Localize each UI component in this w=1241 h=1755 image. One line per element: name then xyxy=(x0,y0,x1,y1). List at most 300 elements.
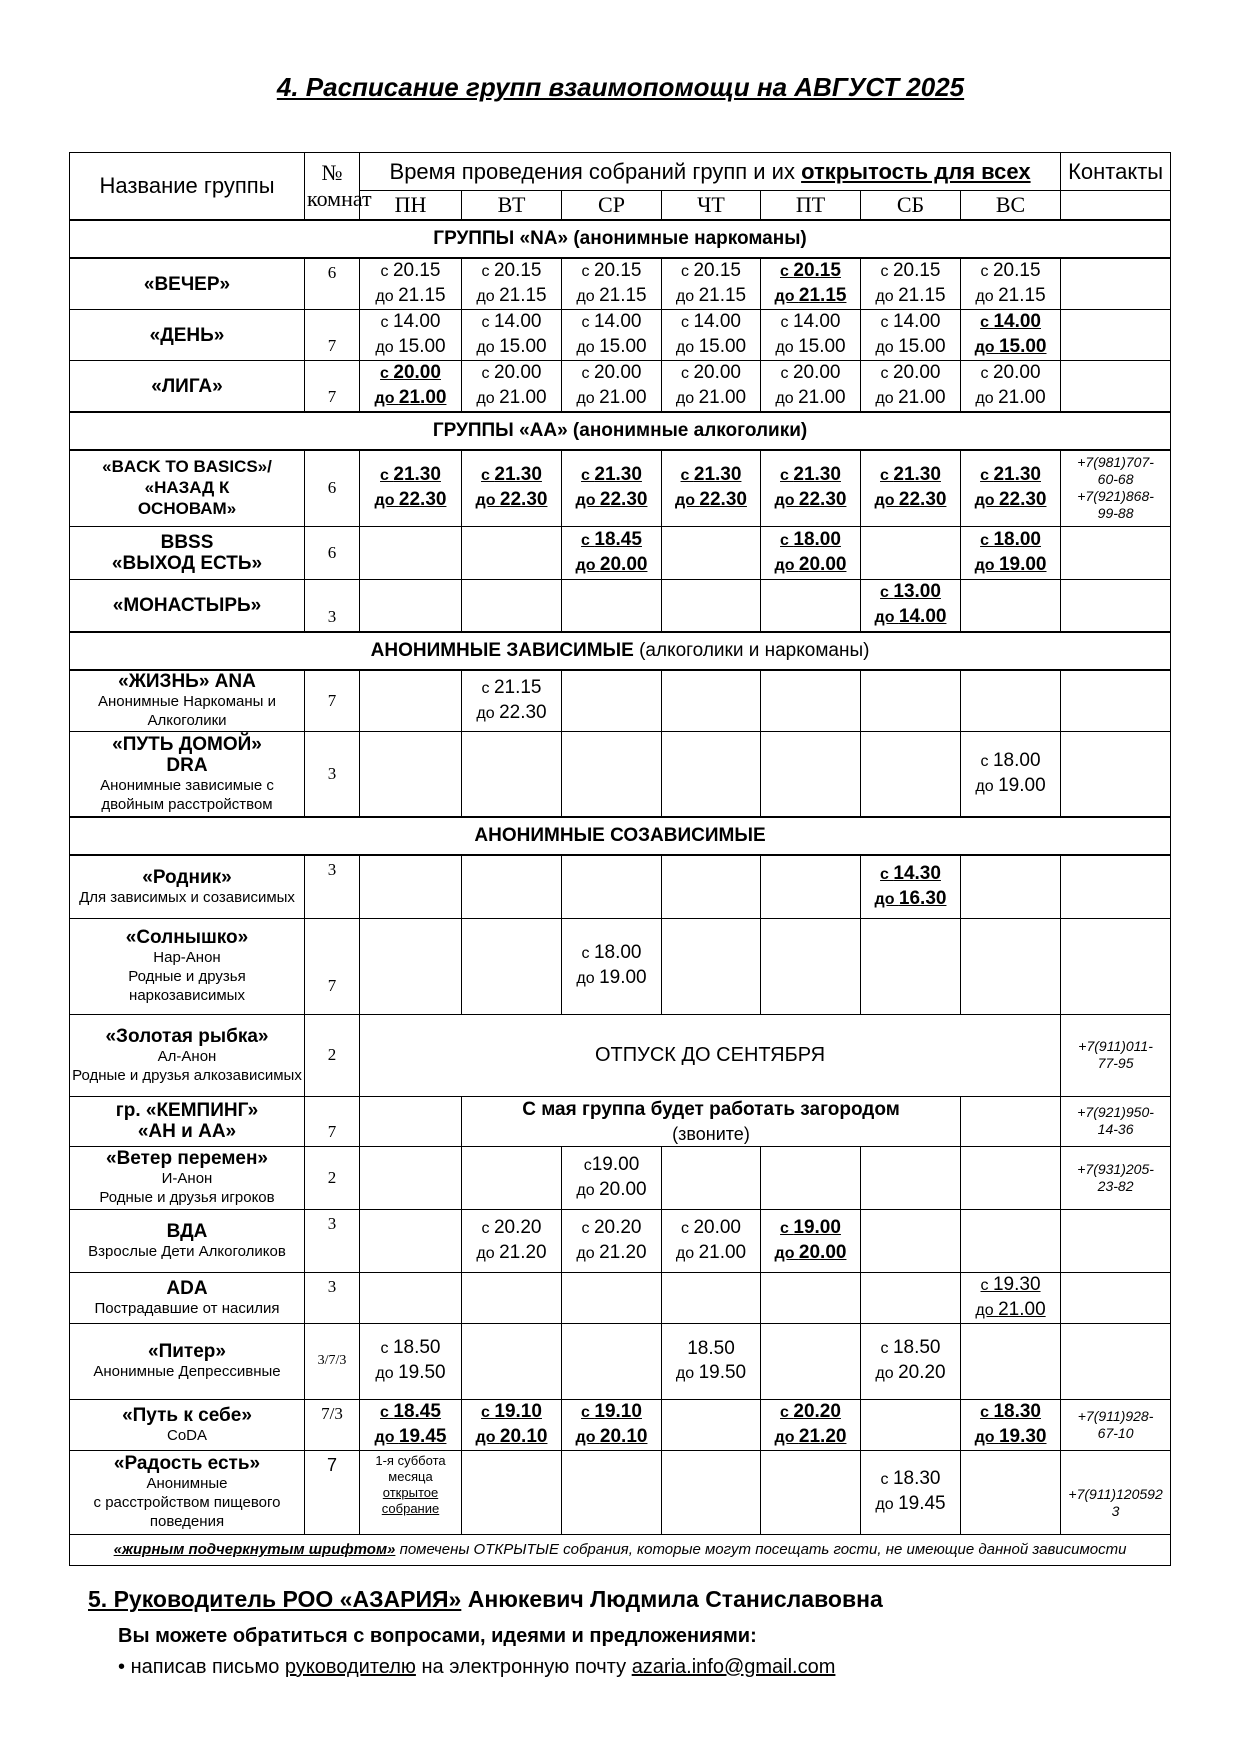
slot-sun xyxy=(961,526,1061,579)
slot-sun xyxy=(961,258,1061,310)
slot-sat xyxy=(861,361,961,413)
contact xyxy=(1061,1272,1171,1323)
table-row xyxy=(70,1399,1171,1450)
room-number: 6 xyxy=(305,450,360,526)
slot-thu xyxy=(662,1323,761,1399)
contact xyxy=(1061,526,1171,579)
slot-end: до 21.00 xyxy=(975,1298,1046,1320)
contact: +7(911)011- 77-95 xyxy=(1061,1014,1171,1096)
slot-tue xyxy=(462,579,562,632)
slot-end: до 21.15 xyxy=(975,285,1046,306)
slot-thu xyxy=(662,731,761,817)
group-name: «ЛИГА» xyxy=(70,361,305,413)
slot-mon xyxy=(360,1272,462,1323)
slot-start: с 14.00 xyxy=(581,311,642,332)
table-row xyxy=(70,526,1171,579)
slot-end: до 22.30 xyxy=(374,489,447,511)
slot-start: с 14.00 xyxy=(780,311,841,332)
slot-start: с 18.00 xyxy=(980,528,1041,550)
contact: +7(911)120592 3 xyxy=(1061,1450,1171,1534)
slot-start: с 21.15 xyxy=(481,676,542,698)
slot-tue xyxy=(462,918,562,1014)
slot-thu xyxy=(662,310,761,361)
slot-sun xyxy=(961,1146,1061,1209)
slot-start: с 14.00 xyxy=(681,311,741,332)
slot-start: с 20.15 xyxy=(380,260,441,281)
slot-tue xyxy=(462,1399,562,1450)
slot-end: до 21.15 xyxy=(576,285,647,306)
slot-start: с 18.50 xyxy=(380,1337,441,1358)
slot-start: с 18.00 xyxy=(980,749,1041,771)
slot-start: с 20.15 xyxy=(681,260,741,281)
section-az: АНОНИМНЫЕ ЗАВИСИМЫЕ (алкоголики и наркоманы) xyxy=(70,632,1171,670)
slot-end: до 14.00 xyxy=(874,606,947,628)
slot-mon xyxy=(360,361,462,413)
slot-end: до 21.00 xyxy=(576,387,647,408)
contact xyxy=(1061,670,1171,731)
slot-start: с 20.20 xyxy=(780,1400,841,1422)
contact: +7(921)950- 14-36 xyxy=(1061,1096,1171,1146)
table-row xyxy=(70,1323,1171,1399)
slot-start: с 19.30 xyxy=(980,1273,1041,1295)
room-number: 3/7/3 xyxy=(305,1323,360,1399)
slot-tue xyxy=(462,855,562,918)
slot-sat xyxy=(861,579,961,632)
room-number: 3 xyxy=(305,1209,360,1272)
slot-start: с 21.30 xyxy=(980,464,1041,486)
slot-end: до 22.30 xyxy=(476,701,547,723)
day-sun: ВС xyxy=(961,191,1061,221)
footer-list-item: • написав письмо руководителю на электронную почту azaria.info@gmail.com xyxy=(118,1656,836,1678)
slot-end: до 19.00 xyxy=(975,774,1046,796)
slot-mon xyxy=(360,1209,462,1272)
slot-start: с 18.00 xyxy=(780,528,841,550)
slot-end: до 19.45 xyxy=(374,1425,447,1447)
slot-sat xyxy=(861,1272,961,1323)
slot-thu xyxy=(662,258,761,310)
slot-wed xyxy=(562,855,662,918)
slot-sat xyxy=(861,1323,961,1399)
slot-wed xyxy=(562,731,662,817)
slot-end: до 22.30 xyxy=(874,489,947,511)
contact: +7(931)205- 23-82 xyxy=(1061,1146,1171,1209)
slot-start: с 20.20 xyxy=(581,1216,642,1238)
slot-fri xyxy=(761,1323,861,1399)
group-name: ADA Пострадавшие от насилия xyxy=(70,1272,305,1323)
slot-end: до 20.00 xyxy=(575,553,648,575)
table-row xyxy=(70,361,1171,413)
table-row xyxy=(70,1209,1171,1272)
slot-wed xyxy=(562,579,662,632)
slot-end: до 16.30 xyxy=(874,887,947,909)
slot-end: до 21.15 xyxy=(476,285,547,306)
room-number: 3 xyxy=(305,1272,360,1323)
slot-fri xyxy=(761,855,861,918)
slot-fri xyxy=(761,526,861,579)
day-contacts-blank xyxy=(1061,191,1171,221)
room-number: 6 xyxy=(305,258,360,310)
slot-thu xyxy=(662,1146,761,1209)
slot-start: с 20.00 xyxy=(380,362,441,383)
slot-start: с 21.30 xyxy=(481,464,542,486)
room-number: 6 xyxy=(305,526,360,579)
slot-end: до 21.00 xyxy=(975,387,1046,408)
header-time-prefix: Время проведения собраний групп и их xyxy=(389,158,795,184)
slot-mon xyxy=(360,579,462,632)
slot-end: до 21.15 xyxy=(774,285,847,306)
slot-end: до 21.20 xyxy=(774,1425,847,1447)
slot-fri xyxy=(761,579,861,632)
slot-wed xyxy=(562,670,662,731)
slot-tue xyxy=(462,670,562,731)
slot-mon xyxy=(360,918,462,1014)
slot-end: до 20.00 xyxy=(774,553,847,575)
slot-start: с 20.00 xyxy=(780,362,841,383)
room-number: 7/3 xyxy=(305,1399,360,1450)
slot-sun xyxy=(961,1096,1061,1146)
bullet-icon: • xyxy=(118,1656,126,1678)
slot-sun xyxy=(961,855,1061,918)
slot-sat xyxy=(861,1399,961,1450)
slot-sun xyxy=(961,670,1061,731)
slot-mon xyxy=(360,450,462,526)
slot-start: с 20.00 xyxy=(681,362,741,383)
slot-start: с 20.15 xyxy=(581,260,642,281)
slot-fri xyxy=(761,258,861,310)
contact xyxy=(1061,855,1171,918)
room-number: 2 xyxy=(305,1014,360,1096)
header-time xyxy=(360,153,1061,191)
contact: +7(981)707- 60-68 +7(921)868- 99-88 xyxy=(1061,450,1171,526)
table-row xyxy=(70,1096,1171,1146)
slot-start: 18.50 xyxy=(687,1337,735,1359)
legend-note: «жирным подчеркнутым шрифтом» помечены ОТКРЫТЫЕ собрания, которые могут посещать гости, не имеющие данной зависимости xyxy=(70,1534,1171,1565)
slot-tue xyxy=(462,1146,562,1209)
table-row xyxy=(70,310,1171,361)
contact xyxy=(1061,731,1171,817)
group-name: «МОНАСТЫРЬ» xyxy=(70,579,305,632)
slot-start: с 18.50 xyxy=(880,1337,941,1358)
email-link[interactable]: azaria.info@gmail.com xyxy=(631,1656,836,1678)
room-number: 7 xyxy=(305,310,360,361)
slot-sat xyxy=(861,258,961,310)
slot-start: с 20.00 xyxy=(880,362,941,383)
slot-sun xyxy=(961,731,1061,817)
slot-sun xyxy=(961,1272,1061,1323)
slot-end: до 22.30 xyxy=(675,489,747,511)
contact: +7(911)928- 67-10 xyxy=(1061,1399,1171,1450)
header-contacts: Контакты xyxy=(1061,153,1171,191)
slot-mon xyxy=(360,731,462,817)
slot-thu xyxy=(662,918,761,1014)
table-row xyxy=(70,1014,1171,1096)
group-name: «Золотая рыбка» Ал-Анон Родные и друзья алкозависимых xyxy=(70,1014,305,1096)
slot-start: с 18.30 xyxy=(880,1468,941,1489)
slot-mon xyxy=(360,1323,462,1399)
schedule-table xyxy=(69,152,1171,1566)
group-name: «BACK TO BASICS»/ «НАЗАД К ОСНОВАМ» xyxy=(70,450,305,526)
slot-fri xyxy=(761,918,861,1014)
slot-thu xyxy=(662,579,761,632)
header-room-line2: комнат xyxy=(307,186,372,211)
group-name: «Питер» Анонимные Депрессивные xyxy=(70,1323,305,1399)
slot-start: с 20.15 xyxy=(980,260,1041,281)
slot-thu xyxy=(662,1272,761,1323)
slot-end: до 21.20 xyxy=(576,1241,647,1263)
slot-start: с 20.00 xyxy=(980,362,1041,383)
day-thu: ЧТ xyxy=(662,191,761,221)
table-row xyxy=(70,670,1171,731)
group-name: «Путь к себе» CoDA xyxy=(70,1399,305,1450)
slot-start: с 19.10 xyxy=(481,1400,542,1422)
slot-thu xyxy=(662,361,761,413)
slot-mon xyxy=(360,670,462,731)
footer-heading: 5. Руководитель РОО «АЗАРИЯ» Анюкевич Людмила Станиславовна xyxy=(88,1586,883,1612)
day-wed: СР xyxy=(562,191,662,221)
footer xyxy=(88,1586,1188,1679)
header-group-name: Название группы xyxy=(70,153,305,221)
section-na: ГРУППЫ «NA» (анонимные наркоманы) xyxy=(70,220,1171,258)
slot-sun xyxy=(961,361,1061,413)
slot-wed xyxy=(562,1323,662,1399)
slot-end: до 15.00 xyxy=(375,336,446,357)
contact xyxy=(1061,918,1171,1014)
slot-tue xyxy=(462,258,562,310)
slot-start: с 14.00 xyxy=(880,311,941,332)
slot-tue xyxy=(462,1450,562,1534)
section-aa: ГРУППЫ «АА» (анонимные алкоголики) xyxy=(70,412,1171,450)
slot-start: с 19.00 xyxy=(780,1216,841,1238)
slot-wed xyxy=(562,526,662,579)
day-tue: ВТ xyxy=(462,191,562,221)
slot-tue xyxy=(462,1209,562,1272)
slot-tue xyxy=(462,1323,562,1399)
slot-sat xyxy=(861,450,961,526)
slot-end: до 21.00 xyxy=(775,387,846,408)
contact xyxy=(1061,310,1171,361)
slot-end: до 22.30 xyxy=(575,489,648,511)
slot-tue xyxy=(462,361,562,413)
slot-start: с 18.45 xyxy=(380,1400,441,1422)
slot-end: до 21.00 xyxy=(476,387,547,408)
room-number: 2 xyxy=(305,1146,360,1209)
slot-start: с 18.30 xyxy=(980,1400,1041,1422)
slot-start: с 14.00 xyxy=(380,311,441,332)
group-name: гр. «КЕМПИНГ» «АН и АА» xyxy=(70,1096,305,1146)
slot-start: с 20.00 xyxy=(681,1216,741,1238)
slot-wed xyxy=(562,1146,662,1209)
slot-fri xyxy=(761,670,861,731)
table-row xyxy=(70,579,1171,632)
table-row xyxy=(70,855,1171,918)
slot-start: с 19.10 xyxy=(581,1400,642,1422)
slot-thu xyxy=(662,670,761,731)
group-name: «ДЕНЬ» xyxy=(70,310,305,361)
group-name: «Солнышко» Нар-Анон Родные и друзья наркозависимых xyxy=(70,918,305,1014)
table-row xyxy=(70,1146,1171,1209)
slot-end: до 15.00 xyxy=(576,336,647,357)
room-number: 7 xyxy=(305,1096,360,1146)
slot-end: до 22.30 xyxy=(974,489,1047,511)
page-title: 4. Расписание групп взаимопомощи на АВГУСТ 2025 xyxy=(276,72,965,102)
slot-tue xyxy=(462,526,562,579)
slot-end: до 21.00 xyxy=(675,1241,747,1263)
slot-tue xyxy=(462,310,562,361)
slot-tue xyxy=(462,450,562,526)
slot-mon xyxy=(360,526,462,579)
slot-end: до 19.50 xyxy=(375,1362,446,1383)
slot-sat xyxy=(861,526,961,579)
slot-end: до 21.00 xyxy=(675,387,747,408)
slot-sun xyxy=(961,579,1061,632)
slot-end: до 19.45 xyxy=(875,1493,946,1514)
slot-tue xyxy=(462,731,562,817)
slot-wed xyxy=(562,310,662,361)
slot-end: до 19.00 xyxy=(576,967,647,988)
slot-sat xyxy=(861,731,961,817)
slot-fri xyxy=(761,731,861,817)
day-sat: СБ xyxy=(861,191,961,221)
slot-thu xyxy=(662,855,761,918)
slot-start: с 20.15 xyxy=(880,260,941,281)
slot-start: с 18.45 xyxy=(581,528,642,550)
group-name: «Радость есть» Анонимные с расстройством пищевого поведения xyxy=(70,1450,305,1534)
slot-wed xyxy=(562,918,662,1014)
slot-sun xyxy=(961,918,1061,1014)
slot-end: до 15.00 xyxy=(974,336,1047,357)
slot-start: с 14.00 xyxy=(980,311,1041,332)
slot-wed xyxy=(562,1272,662,1323)
footer-subheading: Вы можете обратиться с вопросами, идеями и предложениями: xyxy=(118,1625,757,1647)
slot-sat xyxy=(861,855,961,918)
slot-sat xyxy=(861,1450,961,1534)
table-row xyxy=(70,1272,1171,1323)
room-number: 7 xyxy=(305,918,360,1014)
group-name: ВДА Взрослые Дети Алкоголиков xyxy=(70,1209,305,1272)
slot-sat xyxy=(861,670,961,731)
contact xyxy=(1061,1323,1171,1399)
vacation-notice: ОТПУСК ДО СЕНТЯБРЯ xyxy=(360,1014,1061,1096)
slot-fri xyxy=(761,1399,861,1450)
slot-wed xyxy=(562,258,662,310)
slot-mon xyxy=(360,310,462,361)
slot-wed xyxy=(562,1399,662,1450)
slot-end: до 21.15 xyxy=(375,285,446,306)
slot-fri xyxy=(761,1450,861,1534)
slot-sat xyxy=(861,918,961,1014)
slot-end: до 20.00 xyxy=(576,1178,647,1200)
slot-end: до 15.00 xyxy=(875,336,946,357)
slot-mon xyxy=(360,1146,462,1209)
slot-end: до 22.30 xyxy=(774,489,847,511)
slot-start: с 20.00 xyxy=(581,362,642,383)
table-row xyxy=(70,258,1171,310)
leader-link[interactable]: руководителю xyxy=(284,1656,416,1678)
slot-start: с 20.15 xyxy=(481,260,542,281)
contact xyxy=(1061,258,1171,310)
contact xyxy=(1061,1209,1171,1272)
slot-thu xyxy=(662,1399,761,1450)
room-number: 7 xyxy=(305,670,360,731)
slot-thu xyxy=(662,1209,761,1272)
group-name: BBSS «ВЫХОД ЕСТЬ» xyxy=(70,526,305,579)
slot-tue xyxy=(462,1272,562,1323)
slot-end: до 21.20 xyxy=(476,1241,547,1263)
slot-fri xyxy=(761,1272,861,1323)
slot-fri xyxy=(761,361,861,413)
table-row xyxy=(70,731,1171,817)
slot-end: до 15.00 xyxy=(675,336,747,357)
slot-mon: 1-я суббота месяца открытое собрание xyxy=(360,1450,462,1534)
slot-end: до 21.00 xyxy=(875,387,946,408)
slot-start: с 21.30 xyxy=(880,464,941,486)
slot-mon xyxy=(360,1096,462,1146)
slot-end: до 20.00 xyxy=(774,1241,847,1263)
table-row xyxy=(70,450,1171,526)
slot-end: до 20.10 xyxy=(575,1425,648,1447)
slot-mon xyxy=(360,1399,462,1450)
slot-end: до 15.00 xyxy=(476,336,547,357)
contact xyxy=(1061,579,1171,632)
group-name: «ЖИЗНЬ» ANA Анонимные Наркоманы и Алкоголики xyxy=(70,670,305,731)
header-room-line1: № xyxy=(321,160,343,185)
slot-start: с 21.30 xyxy=(380,464,441,486)
slot-sun xyxy=(961,1450,1061,1534)
slot-thu xyxy=(662,450,761,526)
group-name: «ВЕЧЕР» xyxy=(70,258,305,310)
slot-wed xyxy=(562,1209,662,1272)
slot-end: до 20.20 xyxy=(875,1362,946,1383)
room-number: 3 xyxy=(305,731,360,817)
camping-notice: С мая группа будет работать загородом (звоните) xyxy=(462,1096,961,1146)
slot-start: с 18.00 xyxy=(581,942,642,963)
table-row xyxy=(70,1450,1171,1534)
day-mon: ПН xyxy=(360,191,462,221)
slot-end: до 21.15 xyxy=(675,285,747,306)
day-fri: ПТ xyxy=(761,191,861,221)
slot-fri xyxy=(761,310,861,361)
table-row xyxy=(70,918,1171,1014)
slot-end: до 19.30 xyxy=(974,1425,1047,1447)
slot-start: с 20.15 xyxy=(780,260,841,281)
slot-start: с 20.00 xyxy=(481,362,542,383)
header-room xyxy=(305,153,372,221)
slot-end: до 21.00 xyxy=(374,387,447,408)
slot-sat xyxy=(861,1146,961,1209)
slot-start: с 21.30 xyxy=(780,464,841,486)
slot-end: до 21.15 xyxy=(875,285,946,306)
slot-start: с19.00 xyxy=(583,1153,640,1175)
group-name: «Ветер перемен» И-Анон Родные и друзья игроков xyxy=(70,1146,305,1209)
slot-sun xyxy=(961,450,1061,526)
slot-start: с 14.00 xyxy=(481,311,542,332)
slot-fri xyxy=(761,450,861,526)
room-number: 7 xyxy=(305,1450,360,1534)
room-number: 3 xyxy=(305,579,360,632)
slot-end: до 22.30 xyxy=(475,489,548,511)
room-number: 7 xyxy=(305,361,360,413)
slot-end: до 20.10 xyxy=(475,1425,548,1447)
contact xyxy=(1061,361,1171,413)
slot-end: до 19.50 xyxy=(675,1361,747,1383)
slot-sat xyxy=(861,1209,961,1272)
slot-start: с 21.30 xyxy=(680,464,742,486)
slot-thu xyxy=(662,526,761,579)
group-name: «Родник» Для зависимых и созависимых xyxy=(70,855,305,918)
slot-thu xyxy=(662,1450,761,1534)
slot-wed xyxy=(562,1450,662,1534)
slot-wed xyxy=(562,361,662,413)
